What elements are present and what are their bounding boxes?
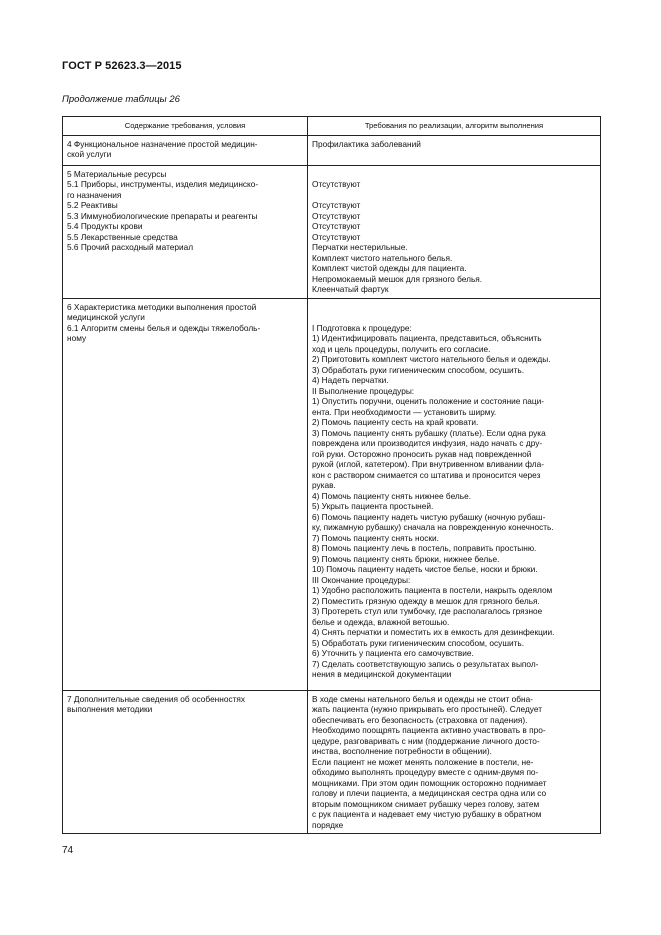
cell-line: Отсутствуют <box>312 179 361 189</box>
cell-line: жать пациента (нужно прикрывать его простыней). Следует <box>312 704 543 714</box>
cell-line: II Выполнение процедуры: <box>312 385 415 396</box>
cell-line: го назначения <box>67 189 122 200</box>
cell-line: 7) Сделать соответствующую запись о результатах выпол- <box>312 658 539 669</box>
cell-line: 5.1 Приборы, инструменты, изделия медицинско- <box>67 179 259 189</box>
cell-line: 10) Помочь пациенту надеть чистое белье, носки и брюки. <box>312 564 538 574</box>
cell-line: Комплект чистого нательного белья. <box>312 252 453 263</box>
cell-line: III Окончание процедуры: <box>312 574 411 585</box>
cell-line: рукой (иглой, катетером). При внутривенном вливании фла- <box>312 459 544 469</box>
cell-line: 7) Помочь пациенту снять носки. <box>312 532 439 543</box>
cell-line: ку, пижамную рубашку) сначала на поврежденную конечность. <box>312 522 554 532</box>
cell-line: цедуре, разговаривать с ним (поддержание личного досто- <box>312 735 540 746</box>
page-number: 74 <box>62 845 74 856</box>
table-caption: Продолжение таблицы 26 <box>62 94 180 105</box>
cell-line: Профилактика заболеваний <box>312 138 421 149</box>
cell-line: ента. При необходимости — установить ширму. <box>312 406 497 417</box>
cell-line: 3) Обработать руки гигиеническим способом, осушить. <box>312 364 525 375</box>
cell-line: 1) Идентифицировать пациента, представиться, объяснить <box>312 333 542 343</box>
cell-line: 5.2 Реактивы <box>67 200 118 210</box>
cell-line: 6) Уточнить у пациента его самочувствие. <box>312 648 474 658</box>
cell-line: 4) Надеть перчатки. <box>312 375 389 385</box>
cell-line: ской услуги <box>67 149 112 159</box>
row-7-left-cell <box>63 690 308 834</box>
cell-line: 5.5 Лекарственные средства <box>67 231 178 242</box>
cell-line: Непромокаемый мешок для грязного белья. <box>312 273 483 284</box>
row-6-left-cell <box>63 298 308 690</box>
row-5-right-cell <box>308 165 601 298</box>
cell-line: порядке <box>312 819 344 830</box>
table-row <box>63 690 601 834</box>
cell-line: вторым помощником снимает рубашку через голову, затем <box>312 798 540 809</box>
cell-line: обеспечивать его безопасность (страховка от падения). <box>312 714 528 725</box>
table-row <box>63 135 601 165</box>
cell-line: 5 Материальные ресурсы <box>67 168 167 179</box>
cell-line: 3) Протереть стул или тумбочку, где располагалось грязное <box>312 606 543 616</box>
cell-line: 3) Помочь пациенту снять рубашку (платье). Если одна рука <box>312 427 546 438</box>
cell-line: 4 Функциональное назначение простой медицин- <box>67 138 258 149</box>
cell-line: 2) Поместить грязную одежду в мешок для грязного белья. <box>312 595 540 606</box>
cell-line: 4) Снять перчатки и поместить их в емкость для дезинфекции. <box>312 627 555 637</box>
cell-line: 1) Удобно расположить пациента в постели, накрыть одеялом <box>312 585 553 595</box>
cell-line: кон с раствором снимается со штатива и проносится через <box>312 469 541 480</box>
cell-line: медицинской услуги <box>67 312 145 322</box>
cell-line: I Подготовка к процедуре: <box>312 322 412 333</box>
row-6-right-cell <box>308 298 601 690</box>
cell-line: Если пациент не может менять положение в постели, не- <box>312 756 534 767</box>
cell-line: выполнения методики <box>67 704 153 714</box>
cell-line: 5.3 Иммунобиологические препараты и реагенты <box>67 210 258 221</box>
cell-line: с рук пациента и надевает ему чистую рубашку в обратном <box>312 809 542 819</box>
row-4-right-cell <box>308 135 601 165</box>
cell-line: 5) Обработать руки гигиеническим способом, осушить. <box>312 637 525 648</box>
cell-line: мощниками. При этом один помощник осторожно поднимает <box>312 777 547 788</box>
column-header-algorithm: Требования по реализации, алгоритм выполнения <box>308 117 601 136</box>
cell-line: нения в медицинской документации <box>312 669 452 679</box>
document-code: ГОСТ Р 52623.3—2015 <box>62 60 182 72</box>
cell-line: 2) Помочь пациенту сесть на край кровати. <box>312 417 479 427</box>
cell-line: повреждена или производится инфузия, надо начать с дру- <box>312 438 543 448</box>
cell-line: гой руки. Осторожно проносить рукав над поврежденной <box>312 448 532 459</box>
cell-line: 6.1 Алгоритм смены белья и одежды тяжелоболь- <box>67 322 261 333</box>
row-7-right-cell <box>308 690 601 834</box>
cell-line: Отсутствуют <box>312 200 361 210</box>
column-header-conditions: Содержание требования, условия <box>63 117 308 136</box>
cell-line: 4) Помочь пациенту снять нижнее белье. <box>312 490 471 501</box>
cell-line: 2) Приготовить комплект чистого нательного белья и одежды. <box>312 354 551 364</box>
cell-line: Необходимо поощрять пациента активно участвовать в про- <box>312 725 546 735</box>
table-row <box>63 165 601 298</box>
cell-line: 6 Характеристика методики выполнения простой <box>67 301 257 312</box>
table-row <box>63 298 601 690</box>
cell-line: Отсутствуют <box>312 210 361 221</box>
table-header-row <box>63 117 601 136</box>
cell-line: 5) Укрыть пациента простыней. <box>312 501 434 511</box>
cell-line: белье и одежда, влажной ветошью. <box>312 616 450 627</box>
cell-line: 1) Опустить поручни, оценить положение и состояние паци- <box>312 396 544 406</box>
cell-line: 6) Помочь пациенту надеть чистую рубашку (ночную рубаш- <box>312 511 546 522</box>
cell-line: обходимо выполнять процедуру вместе с одним-двумя по- <box>312 767 539 777</box>
row-4-left-cell <box>63 135 308 165</box>
cell-line: В ходе смены нательного белья и одежды не стоит обна- <box>312 693 533 704</box>
cell-line: Перчатки нестерильные. <box>312 242 408 252</box>
cell-line: рукав. <box>312 480 336 490</box>
cell-line: ному <box>67 333 87 343</box>
cell-line: 8) Помочь пациенту лечь в постель, поправить простыню. <box>312 543 537 553</box>
cell-line: Отсутствуют <box>312 231 361 242</box>
cell-line: Отсутствуют <box>312 221 361 231</box>
cell-line: 5.4 Продукты крови <box>67 221 143 231</box>
cell-line: голову и плечи пациента, а медицинская сестра одна или со <box>312 788 547 798</box>
cell-line: Клеенчатый фартук <box>312 284 389 294</box>
cell-line: 5.6 Прочий расходный материал <box>67 242 194 252</box>
cell-line: ход и цель процедуры, получить его согласие. <box>312 343 491 354</box>
cell-line: Комплект чистой одежды для пациента. <box>312 263 467 273</box>
requirements-table <box>62 116 601 834</box>
cell-line: 9) Помочь пациенту снять брюки, нижнее белье. <box>312 553 500 564</box>
cell-line: 7 Дополнительные сведения об особенностях <box>67 693 246 704</box>
cell-line: инства, восполнение потребности в общении). <box>312 746 492 756</box>
row-5-left-cell <box>63 165 308 298</box>
